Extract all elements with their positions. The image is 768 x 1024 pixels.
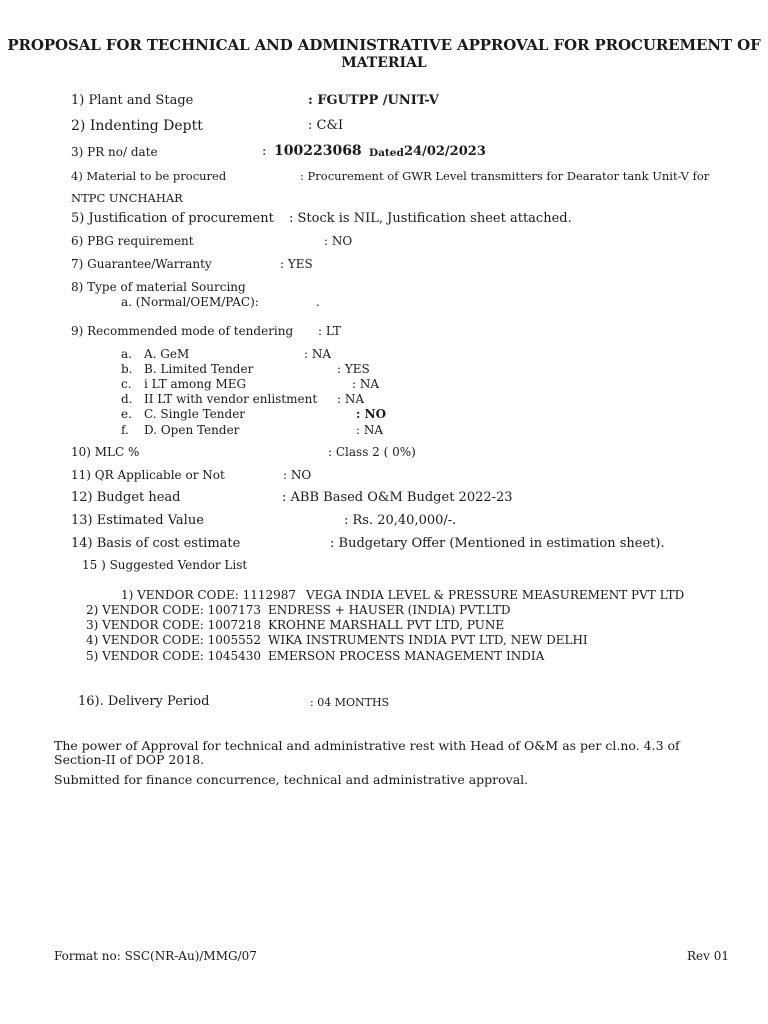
indenting-deptt-value: : C&I	[308, 118, 344, 133]
guarantee-value: : YES	[280, 257, 313, 271]
sourcing-label: 8) Type of material Sourcing	[71, 280, 246, 294]
tender-option-label: D. Open Tender	[144, 423, 240, 437]
budget-head-value: : ABB Based O&M Budget 2022-23	[282, 490, 513, 505]
document-title-continuation: MATERIAL	[341, 55, 427, 71]
material-value: : Procurement of GWR Level transmitters for Dearator tank Unit-V for	[300, 169, 710, 183]
estimated-value-label: 13) Estimated Value	[71, 513, 204, 528]
tendering-label: 9) Recommended mode of tendering	[71, 324, 294, 338]
vendor-code: 1) VENDOR CODE: 1112987	[121, 588, 297, 602]
material-value-continuation: NTPC UNCHAHAR	[71, 191, 183, 205]
tender-option-label: A. GeM	[144, 347, 190, 361]
tender-option-label: II LT with vendor enlistment	[144, 392, 318, 406]
material-label: 4) Material to be procured	[71, 169, 227, 183]
pr-no-date-label: 3) PR no/ date	[71, 145, 158, 159]
tender-option-marker: f.	[121, 423, 129, 437]
approval-power-statement: The power of Approval for technical and administrative rest with Head of O&M as per cl.no. 4.3 of Section-II of DOP 2018.	[54, 738, 680, 767]
vendor-code: 2) VENDOR CODE: 1007173	[86, 603, 262, 617]
vendor-name: WIKA INSTRUMENTS INDIA PVT LTD, NEW DELHI	[268, 633, 588, 647]
budget-head-label: 12) Budget head	[71, 490, 181, 505]
tender-option-marker: b.	[121, 362, 133, 376]
pr-colon: :	[262, 144, 267, 159]
tender-option-marker: e.	[121, 407, 132, 421]
justification-label: 5) Justification of procurement	[71, 211, 274, 226]
document-title: PROPOSAL FOR TECHNICAL AND ADMINISTRATIVE APPROVAL FOR PROCUREMENT OF	[7, 36, 761, 54]
format-number: Format no: SSC(NR-Au)/MMG/07	[54, 949, 257, 963]
vendor-code: 3) VENDOR CODE: 1007218	[86, 618, 262, 632]
tendering-value: : LT	[318, 324, 341, 338]
indenting-deptt-label: 2) Indenting Deptt	[71, 118, 203, 134]
tender-option-value: : NA	[352, 377, 380, 391]
guarantee-label: 7) Guarantee/Warranty	[71, 257, 212, 271]
tender-option-marker: c.	[121, 377, 132, 391]
revision-number: Rev 01	[687, 949, 729, 963]
vendor-name: EMERSON PROCESS MANAGEMENT INDIA	[268, 649, 545, 663]
pr-number: 100223068	[274, 143, 362, 159]
justification-value: : Stock is NIL, Justification sheet attached.	[289, 211, 572, 226]
tender-option-marker: a.	[121, 347, 132, 361]
qr-label: 11) QR Applicable or Not	[71, 468, 225, 482]
mlc-value: : Class 2 ( 0%)	[328, 445, 416, 459]
tender-option-value: : NA	[304, 347, 332, 361]
vendor-name: VEGA INDIA LEVEL & PRESSURE MEASUREMENT PVT LTD	[306, 588, 685, 602]
pbg-value: : NO	[324, 234, 353, 248]
vendor-code: 5) VENDOR CODE: 1045430	[86, 649, 262, 663]
sourcing-sub-label: a. (Normal/OEM/PAC):	[121, 295, 259, 309]
tender-option-label: C. Single Tender	[144, 407, 246, 421]
cost-basis-label: 14) Basis of cost estimate	[71, 536, 241, 551]
vendor-name: ENDRESS + HAUSER (INDIA) PVT.LTD	[268, 603, 511, 617]
sourcing-sub-value: .	[316, 295, 320, 309]
mlc-label: 10) MLC %	[71, 445, 140, 459]
tender-option-value: : NO	[356, 407, 387, 421]
delivery-period-label: 16). Delivery Period	[78, 694, 210, 709]
qr-value: : NO	[283, 468, 312, 482]
vendor-code: 4) VENDOR CODE: 1005552	[86, 633, 262, 647]
tender-option-marker: d.	[121, 392, 133, 406]
delivery-period-value: : 04 MONTHS	[310, 696, 390, 709]
tender-option-label: i LT among MEG	[144, 377, 247, 391]
plant-stage-label: 1) Plant and Stage	[71, 93, 194, 108]
tender-option-label: B. Limited Tender	[144, 362, 254, 376]
cost-basis-value: : Budgetary Offer (Mentioned in estimation sheet).	[330, 536, 665, 551]
vendor-list-heading: 15 ) Suggested Vendor List	[82, 558, 248, 572]
submission-statement: Submitted for finance concurrence, technical and administrative approval.	[54, 772, 529, 787]
pr-dated-word: Dated	[369, 147, 404, 159]
pr-date: 24/02/2023	[404, 144, 486, 159]
tender-option-value: : NA	[337, 392, 365, 406]
estimated-value: : Rs. 20,40,000/-.	[344, 513, 457, 528]
vendor-name: KROHNE MARSHALL PVT LTD, PUNE	[268, 618, 505, 632]
pbg-label: 6) PBG requirement	[71, 234, 194, 248]
plant-stage-value: : FGUTPP /UNIT-V	[308, 93, 439, 108]
tender-option-value: : NA	[356, 423, 384, 437]
tender-option-value: : YES	[337, 362, 370, 376]
